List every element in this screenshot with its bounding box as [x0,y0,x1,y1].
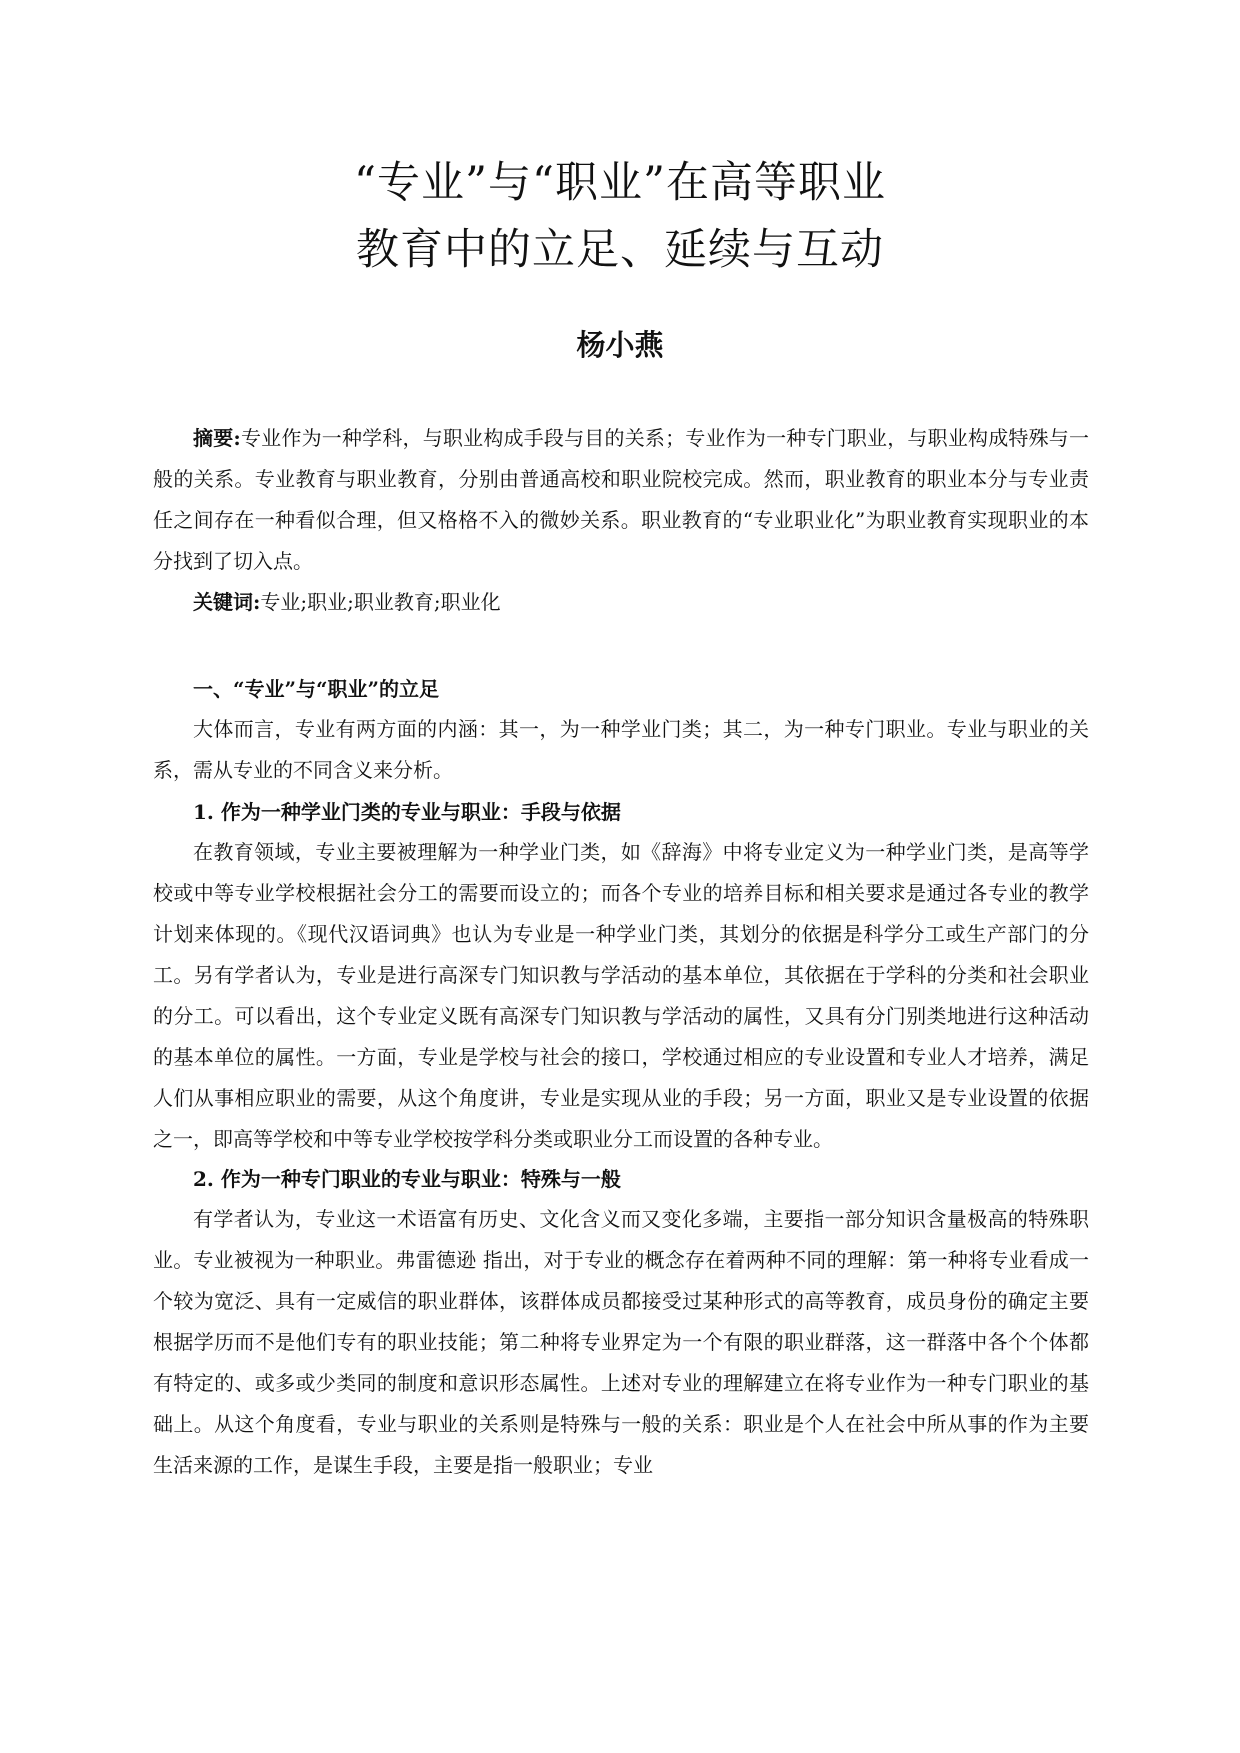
title-line-2: 教育中的立足、延续与互动 [356,225,884,275]
title-line-1: “专业”与“职业”在高等职业 [354,158,886,208]
section-1-heading: 一、“专业”与“职业”的立足 [193,677,440,701]
subsection-2-heading: 2. 作为一种专门职业的专业与职业：特殊与一般 [193,1167,621,1191]
author-name: 杨小燕 [576,328,664,362]
section-1-paragraph: 大体而言，专业有两方面的内涵：其一，为一种学业门类；其二，为一种专门职业。专业与职业的关系，需从专业的不同含义来分析。 [153,717,1089,782]
subsection-1-heading: 1. 作为一种学业门类的专业与职业：手段与依据 [193,800,621,824]
abstract-text: 专业作为一种学科，与职业构成手段与目的关系；专业作为一种专门职业，与职业构成特殊与一般的关系。专业教育与职业教育，分别由普通高校和职业院校完成。然而，职业教育的职业本分与专业责任之间存在一种看似合理，但又格格不入的微妙关系。职业教育的“专业职业化”为职业教育实现职业的本分找到了切入点。 [153,426,1089,573]
subsection-1-paragraph: 在教育领域，专业主要被理解为一种学业门类，如《辞海》中将专业定义为一种学业门类，是高等学校或中等专业学校根据社会分工的需要而设立的；而各个专业的培养目标和相关要求是通过各专业的教学计划来体现的。《现代汉语词典》也认为专业是一种学业门类，其划分的依据是科学分工或生产部门的分工。另有学者认为，专业是进行高深专门知识教与学活动的基本单位，其依据在于学科的分类和社会职业的分工。可以看出，这个专业定义既有高深专门知识教与学活动的属性，又具有分门别类地进行这种活动的基本单位的属性。一方面，专业是学校与社会的接口，学校通过相应的专业设置和专业人才培养，满足人们从事相应职业的需要，从这个角度讲，专业是实现从业的手段；另一方面，职业又是专业设置的依据之一，即高等学校和中等专业学校按学科分类或职业分工而设置的各种专业。 [153,840,1089,1151]
keywords-label: 关键词: [193,590,261,614]
keywords [193,582,1089,623]
abstract [153,418,1089,582]
abstract-label: 摘要: [193,426,241,450]
subsection-2-paragraph: 有学者认为，专业这一术语富有历史、文化含义而又变化多端，主要指一部分知识含量极高的特殊职业。专业被视为一种职业。弗雷德逊 指出，对于专业的概念存在着两种不同的理解：第一种将专业看成一个较为宽泛、具有一定威信的职业群体，该群体成员都接受过某种形式的高等教育，成员身份的确定主要根据学历而不是他们专有的职业技能；第二种将专业界定为一个有限的职业群落，这一群落中各个个体都有特定的、或多或少类同的制度和意识形态属性。上述对专业的理解建立在将专业作为一种专门职业的基础上。从这个角度看，专业与职业的关系则是特殊与一般的关系：职业是个人在社会中所从事的作为主要生活来源的工作，是谋生手段，主要是指一般职业；专业 [153,1207,1089,1477]
keywords-text: 专业;职业;职业教育;职业化 [260,590,501,614]
